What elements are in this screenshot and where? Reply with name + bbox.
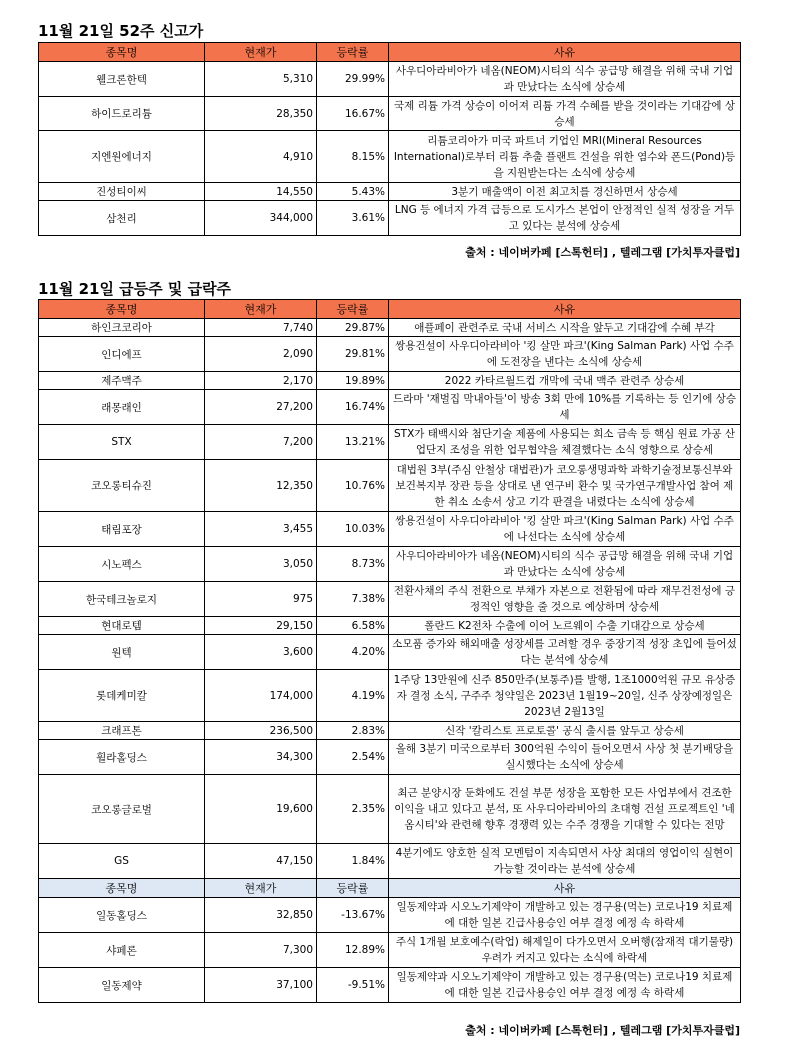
stock-name: 진성티이씨 xyxy=(39,183,205,201)
stock-change: -9.51% xyxy=(317,968,389,1003)
stock-price: 7,200 xyxy=(205,425,317,460)
stock-price: 174,000 xyxy=(205,670,317,722)
stock-name: 인디에프 xyxy=(39,337,205,372)
table-row xyxy=(39,582,741,617)
stock-change: 4.20% xyxy=(317,635,389,670)
stock-price: 32,850 xyxy=(205,898,317,933)
table-row xyxy=(39,425,741,460)
stock-name: 제주맥주 xyxy=(39,372,205,390)
stock-reason: 폴란드 K2전차 수출에 이어 노르웨이 수출 기대감으로 상승세 xyxy=(389,617,741,635)
stock-price: 29,150 xyxy=(205,617,317,635)
stock-name: 일동홀딩스 xyxy=(39,898,205,933)
stock-change: 29.81% xyxy=(317,337,389,372)
table-row xyxy=(39,512,741,547)
stock-change: 10.76% xyxy=(317,460,389,512)
stock-reason: 일동제약과 시오노기제약이 개발하고 있는 경구용(먹는) 코로나19 치료제에 대한 일본 긴급사용승인 여부 결정 예정 속 하락세 xyxy=(389,968,741,1003)
table-row xyxy=(39,722,741,740)
stock-change: 2.83% xyxy=(317,722,389,740)
stock-name: 코오롱티슈진 xyxy=(39,460,205,512)
header-price: 현재가 xyxy=(205,300,317,319)
table-row xyxy=(39,617,741,635)
stock-name: 원텍 xyxy=(39,635,205,670)
stock-reason: 쌍용건설이 사우디아라비아 '킹 살만 파크'(King Salman Park) 사업 수주에 도전장을 낸다는 소식에 상승세 xyxy=(389,337,741,372)
stock-change: 2.54% xyxy=(317,740,389,775)
header-reason: 사유 xyxy=(389,43,741,62)
stock-price: 47,150 xyxy=(205,844,317,879)
stock-reason: 애플페이 관련주로 국내 서비스 시작을 앞두고 기대감에 수혜 부각 xyxy=(389,319,741,337)
table-row xyxy=(39,460,741,512)
stock-price: 5,310 xyxy=(205,62,317,97)
stock-change: 19.89% xyxy=(317,372,389,390)
stock-name: 일동제약 xyxy=(39,968,205,1003)
new-high-table xyxy=(38,42,741,236)
stock-price: 3,050 xyxy=(205,547,317,582)
stock-reason: 사우디아라비아가 네옴(NEOM)시티의 식수 공급망 해결을 위해 국내 기업과 만났다는 소식에 상승세 xyxy=(389,62,741,97)
table-row xyxy=(39,775,741,844)
table-row xyxy=(39,201,741,236)
stock-change: 7.38% xyxy=(317,582,389,617)
stock-price: 2,170 xyxy=(205,372,317,390)
stock-price: 236,500 xyxy=(205,722,317,740)
stock-reason: 2022 카타르월드컵 개막에 국내 맥주 관련주 상승세 xyxy=(389,372,741,390)
table-row xyxy=(39,968,741,1003)
table-row xyxy=(39,62,741,97)
stock-reason: 소모품 증가와 해외매출 성장세를 고려할 경우 중장기적 성장 초입에 들어섰다는 분석에 상승세 xyxy=(389,635,741,670)
stock-name: 삼천리 xyxy=(39,201,205,236)
stock-change: 1.84% xyxy=(317,844,389,879)
stock-price: 37,100 xyxy=(205,968,317,1003)
stock-change: 8.15% xyxy=(317,131,389,183)
table-row xyxy=(39,319,741,337)
stock-name: 코오롱글로벌 xyxy=(39,775,205,844)
section2-source: 출처 : 네이버카페 [스톡헌터] , 텔레그램 [가치투자클럽] xyxy=(465,1024,740,1037)
header-name: 종목명 xyxy=(39,300,205,319)
section1-title: 11월 21일 52주 신고가 xyxy=(38,22,204,40)
section1-source: 출처 : 네이버카페 [스톡헌터] , 텔레그램 [가치투자클럽] xyxy=(465,246,740,259)
stock-change: 12.89% xyxy=(317,933,389,968)
header-change: 등락률 xyxy=(317,43,389,62)
stock-reason: 3분기 매출액이 이전 최고치를 경신하면서 상승세 xyxy=(389,183,741,201)
stock-name: 웰크론한텍 xyxy=(39,62,205,97)
stock-change: 29.87% xyxy=(317,319,389,337)
stock-price: 27,200 xyxy=(205,390,317,425)
stock-change: 10.03% xyxy=(317,512,389,547)
stock-reason: LNG 등 에너지 가격 급등으로 도시가스 본업이 안정적인 실적 성장을 거두고 있다는 분석에 상승세 xyxy=(389,201,741,236)
stock-price: 344,000 xyxy=(205,201,317,236)
stock-price: 975 xyxy=(205,582,317,617)
stock-price: 34,300 xyxy=(205,740,317,775)
table-row xyxy=(39,740,741,775)
table-row xyxy=(39,844,741,879)
stock-name: 지엔원에너지 xyxy=(39,131,205,183)
table-row xyxy=(39,390,741,425)
stock-price: 4,910 xyxy=(205,131,317,183)
stock-reason: 일동제약과 시오노기제약이 개발하고 있는 경구용(먹는) 코로나19 치료제에 대한 일본 긴급사용승인 여부 결정 예정 속 하락세 xyxy=(389,898,741,933)
stock-change: 16.74% xyxy=(317,390,389,425)
subheader-change: 등락률 xyxy=(317,879,389,898)
stock-change: 16.67% xyxy=(317,97,389,131)
stock-price: 14,550 xyxy=(205,183,317,201)
subheader-name: 종목명 xyxy=(39,879,205,898)
movers-table xyxy=(38,299,741,1003)
stock-change: 13.21% xyxy=(317,425,389,460)
stock-change: 3.61% xyxy=(317,201,389,236)
table-row xyxy=(39,183,741,201)
stock-name: 래몽래인 xyxy=(39,390,205,425)
stock-name: 태림포장 xyxy=(39,512,205,547)
stock-change: 4.19% xyxy=(317,670,389,722)
stock-change: 6.58% xyxy=(317,617,389,635)
header-price: 현재가 xyxy=(205,43,317,62)
stock-reason: 전환사채의 주식 전환으로 부채가 자본으로 전환됨에 따라 재무건전성에 긍정적인 영향을 줄 것으로 예상하며 상승세 xyxy=(389,582,741,617)
table-row xyxy=(39,898,741,933)
subheader-price: 현재가 xyxy=(205,879,317,898)
stock-price: 7,740 xyxy=(205,319,317,337)
stock-change: 2.35% xyxy=(317,775,389,844)
stock-name: 하인크코리아 xyxy=(39,319,205,337)
header-change: 등락률 xyxy=(317,300,389,319)
stock-reason: 드라마 '재벌집 막내아들'이 방송 3회 만에 10%를 기록하는 등 인기에 상승세 xyxy=(389,390,741,425)
stock-name: STX xyxy=(39,425,205,460)
stock-change: 5.43% xyxy=(317,183,389,201)
stock-price: 12,350 xyxy=(205,460,317,512)
stock-name: 하이드로리튬 xyxy=(39,97,205,131)
table-row xyxy=(39,131,741,183)
stock-reason: 리튬코리아가 미국 파트너 기업인 MRI(Mineral Resources International)로부터 리튬 추출 플랜트 건설을 위한 염수와 폰드(Pond)등을 지원받는다는 소식에 상승세 xyxy=(389,131,741,183)
stock-reason: 쌍용건설이 사우디아라비아 '킹 살만 파크'(King Salman Park) 사업 수주에 나선다는 소식에 상승세 xyxy=(389,512,741,547)
stock-price: 2,090 xyxy=(205,337,317,372)
section2-title: 11월 21일 급등주 및 급락주 xyxy=(38,280,232,298)
subheader-reason: 사유 xyxy=(389,879,741,898)
stock-change: 29.99% xyxy=(317,62,389,97)
header-reason: 사유 xyxy=(389,300,741,319)
stock-name: 휠라홀딩스 xyxy=(39,740,205,775)
stock-reason: 국제 리튬 가격 상승이 이어져 리튬 가격 수혜를 받을 것이라는 기대감에 상승세 xyxy=(389,97,741,131)
stock-price: 28,350 xyxy=(205,97,317,131)
stock-name: GS xyxy=(39,844,205,879)
stock-change: -13.67% xyxy=(317,898,389,933)
stock-name: 롯데케미칼 xyxy=(39,670,205,722)
table-row xyxy=(39,337,741,372)
table-row xyxy=(39,97,741,131)
table-row xyxy=(39,933,741,968)
stock-name: 시노펙스 xyxy=(39,547,205,582)
stock-reason: 대법원 3부(주심 안철상 대법관)가 코오롱생명과학 과학기술정보통신부와 보건복지부 장관 등을 상대로 낸 연구비 환수 및 국가연구개발사업 참여 제한 취소 소송서 상고 기각 판결을 내렸다는 소식에 상승세 xyxy=(389,460,741,512)
stock-reason: 올해 3분기 미국으로부터 300억원 수익이 들어오면서 사상 첫 분기배당을 실시했다는 소식에 상승세 xyxy=(389,740,741,775)
stock-price: 3,600 xyxy=(205,635,317,670)
table-row xyxy=(39,635,741,670)
stock-reason: 사우디아라비아가 네옴(NEOM)시티의 식수 공급망 해결을 위해 국내 기업과 만났다는 소식에 상승세 xyxy=(389,547,741,582)
stock-reason: 신작 '칼리스토 프로토콜' 공식 출시를 앞두고 상승세 xyxy=(389,722,741,740)
stock-reason: STX가 태백시와 첨단기술 제품에 사용되는 희소 금속 등 핵심 원료 가공 산업단지 조성을 위한 업무협약을 체결했다는 소식 영향으로 상승세 xyxy=(389,425,741,460)
stock-reason: 최근 분양시장 둔화에도 건설 부문 성장을 포함한 모든 사업부에서 견조한 이익을 내고 있다고 분석, 또 사우디아라비아의 초대형 건설 프로젝트인 '네옴시티'와 관련해 향후 경쟁력 있는 수주 경쟁을 기대할 수 있다는 전망 xyxy=(389,775,741,844)
stock-name: 크래프톤 xyxy=(39,722,205,740)
table-row xyxy=(39,670,741,722)
header-name: 종목명 xyxy=(39,43,205,62)
stock-price: 19,600 xyxy=(205,775,317,844)
stock-price: 7,300 xyxy=(205,933,317,968)
stock-change: 8.73% xyxy=(317,547,389,582)
table-row xyxy=(39,547,741,582)
table-row xyxy=(39,372,741,390)
stock-name: 샤페론 xyxy=(39,933,205,968)
stock-price: 3,455 xyxy=(205,512,317,547)
stock-reason: 주식 1개월 보호예수(락업) 해제일이 다가오면서 오버행(잠재적 대기물량) 우려가 커지고 있다는 소식에 하락세 xyxy=(389,933,741,968)
stock-reason: 1주당 13만원에 신주 850만주(보통주)를 발행, 1조1000억원 규모 유상증자 결정 소식, 구주주 청약일은 2023년 1월19~20일, 신주 상장예정일은 2023년 2월13일 xyxy=(389,670,741,722)
stock-name: 한국테크놀로지 xyxy=(39,582,205,617)
stock-name: 현대로템 xyxy=(39,617,205,635)
stock-reason: 4분기에도 양호한 실적 모멘텀이 지속되면서 사상 최대의 영업이익 실현이 가능할 것이라는 분석에 상승세 xyxy=(389,844,741,879)
